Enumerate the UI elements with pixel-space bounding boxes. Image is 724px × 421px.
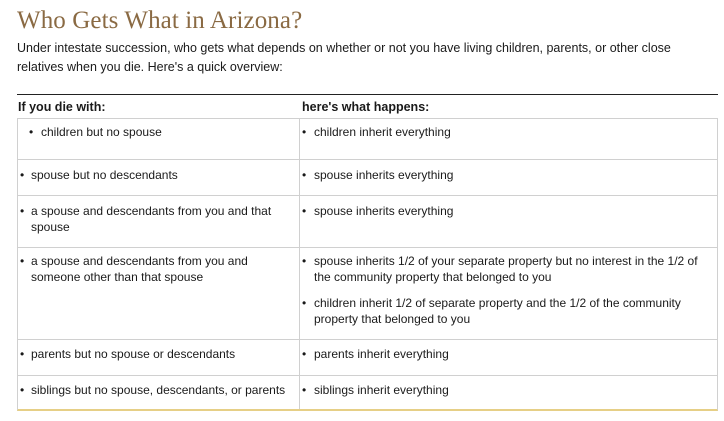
list-item: • siblings inherit everything <box>300 382 717 398</box>
column-header-what-happens: here's what happens: <box>302 99 430 114</box>
table-row <box>18 119 717 159</box>
row-condition-cell <box>18 160 300 195</box>
row-condition-cell <box>18 340 300 375</box>
list-item: • parents but no spouse or descendants <box>18 346 299 362</box>
table-row <box>18 247 717 339</box>
list-item: • spouse inherits everything <box>300 167 717 183</box>
table-header-row <box>17 95 718 118</box>
table-row <box>18 159 717 195</box>
row-condition-cell <box>18 248 300 339</box>
row-condition-cell <box>18 196 300 247</box>
inheritance-table <box>17 94 718 411</box>
list-item: • children but no spouse <box>18 124 299 140</box>
list-item: • a spouse and descendants from you and someone other than that spouse <box>18 253 299 285</box>
page-title: Who Gets What in Arizona? <box>17 7 303 34</box>
row-outcome-cell <box>300 119 717 159</box>
intro-paragraph: Under intestate succession, who gets what depends on whether or not you have living children, parents, or other close relatives when you die. Here's a quick overview: <box>17 41 671 74</box>
list-item: • children inherit 1/2 of separate property and the 1/2 of the community property that belonged to you <box>300 295 717 327</box>
list-item: • parents inherit everything <box>300 346 717 362</box>
list-item: • children inherit everything <box>300 124 717 140</box>
row-outcome-cell <box>300 376 717 409</box>
table-row <box>18 375 717 409</box>
row-outcome-cell <box>300 160 717 195</box>
row-outcome-cell <box>300 248 717 339</box>
row-outcome-cell <box>300 196 717 247</box>
table-body <box>17 118 718 411</box>
row-outcome-cell <box>300 340 717 375</box>
list-item: • a spouse and descendants from you and that spouse <box>18 203 299 235</box>
list-item: • spouse inherits everything <box>300 203 717 219</box>
list-item: • spouse inherits 1/2 of your separate property but no interest in the 1/2 of the community property that belonged to you <box>300 253 717 285</box>
row-condition-cell <box>18 376 300 409</box>
list-item: • spouse but no descendants <box>18 167 299 183</box>
table-row <box>18 339 717 375</box>
row-condition-cell <box>18 119 300 159</box>
table-row <box>18 195 717 247</box>
list-item: • siblings but no spouse, descendants, or parents <box>18 382 299 398</box>
column-header-if-you-die-with: If you die with: <box>18 99 106 114</box>
